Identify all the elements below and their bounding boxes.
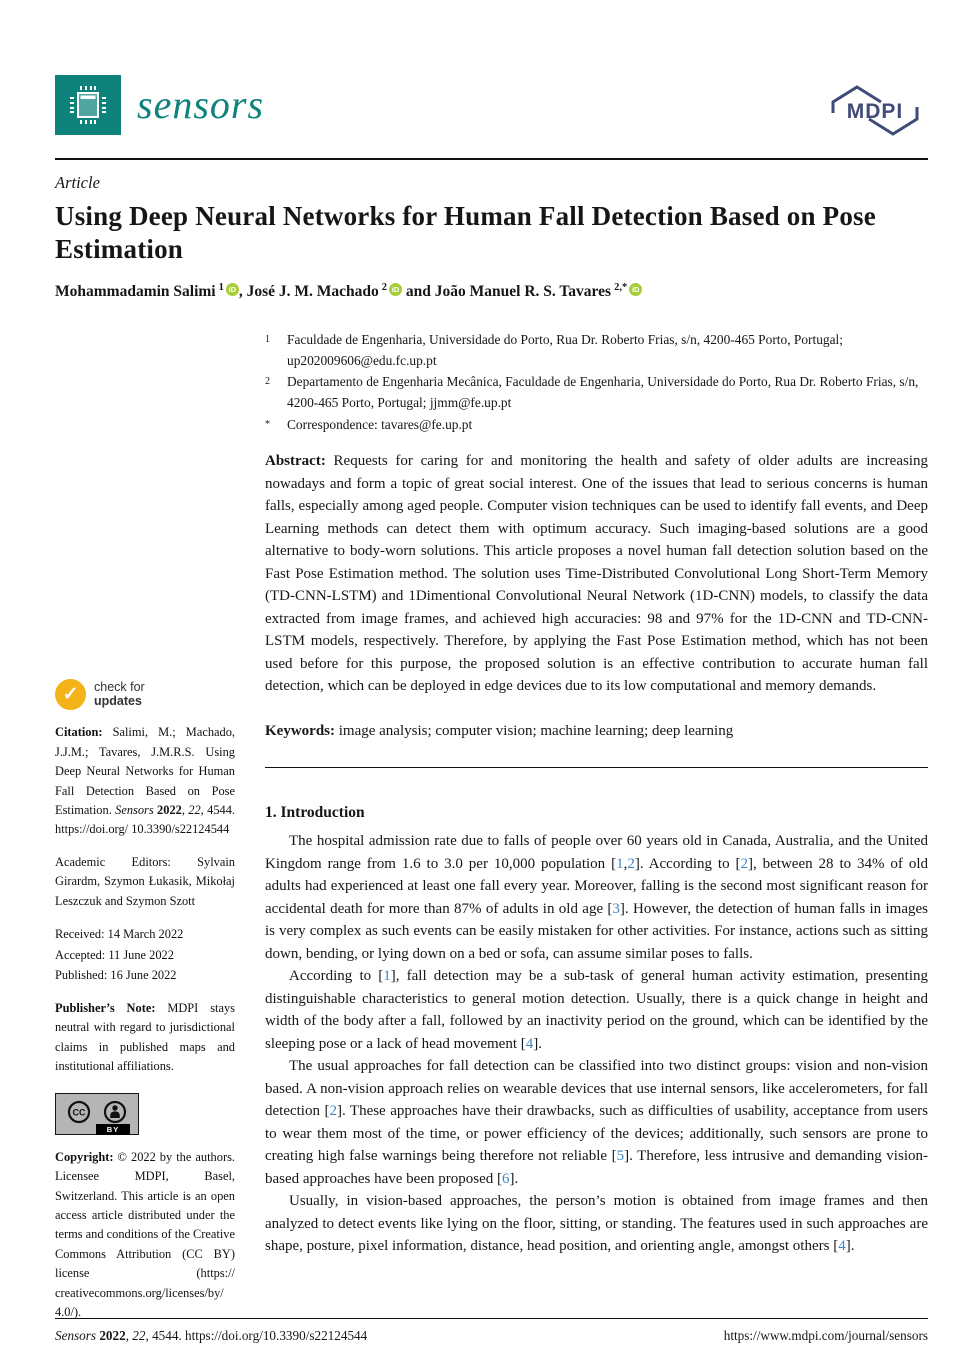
affiliation-text: Faculdade de Engenharia, Universidade do Porto, Rua Dr. Roberto Frias, s/n, 4200-465 Porto, Portugal; up202009606@edu.fc.up.pt bbox=[287, 332, 843, 368]
citation-block: Citation: Salimi, M.; Machado, J.J.M.; Tavares, J.M.R.S. Using Deep Neural Networks for Human Fall Detection Based on Pose Estimation. Sensors 2022, 22, 4544. https://doi.org/ 10.3390/s22124544 bbox=[55, 725, 235, 837]
journal-header bbox=[55, 75, 928, 144]
affiliation bbox=[265, 415, 928, 436]
mdpi-logo-text: MDPI bbox=[846, 100, 904, 123]
citation-ref[interactable]: 3 bbox=[612, 900, 620, 917]
journal-wordmark: sensors bbox=[137, 82, 265, 127]
intro-paragraph-2: According to [1], fall detection may be a sub-task of general human activity estimation, presenting distinguishable characteristics to general motion detection. Usually, there is a quick change in height and width of the body after a fall, followed by an inactivity period on the ground, which can be identified by the sleeping pose or a lack of head movement [4]. bbox=[265, 968, 928, 1052]
person-icon bbox=[103, 1100, 127, 1124]
citation-ref[interactable]: 4 bbox=[838, 1238, 846, 1255]
sidebar bbox=[55, 329, 235, 1323]
author-name[interactable]: João Manuel R. S. Tavares $^{2,*}$ iD bbox=[435, 283, 642, 300]
affiliation-text: Departamento de Engenharia Mecânica, Faculdade de Engenharia, Universidade do Porto, Rua Dr. Roberto Frias, s/n, 4200-465 Porto, Portugal; jjmm@fe.up.pt bbox=[287, 374, 919, 411]
citation-ref[interactable]: 2 bbox=[627, 855, 635, 872]
footer-citation: Sensors 2022, 22, 4544. https://doi.org/10.3390/s22124544 bbox=[55, 1328, 368, 1343]
affiliation bbox=[265, 330, 928, 371]
keywords-text: image analysis; computer vision; machine learning; deep learning bbox=[338, 722, 734, 739]
page-footer bbox=[55, 1304, 928, 1344]
abstract bbox=[265, 450, 928, 698]
paper-title: Using Deep Neural Networks for Human Fall Detection Based on Pose Estimation bbox=[55, 201, 876, 265]
keywords-label: Keywords: bbox=[265, 722, 335, 739]
check-icon: ✓ bbox=[55, 679, 86, 710]
copyright-block: Copyright: © 2022 by the authors. Licensee MDPI, Basel, Switzerland. This article is an open access article distributed under the terms and conditions of the Creative Commons Attribution (CC BY) license (https:// creativecommons.org/licenses/by/ 4.0/). bbox=[55, 1149, 235, 1320]
intro-paragraph-4: Usually, in vision-based approaches, the person’s motion is obtained from image frames and then analyzed to detect events like lying on the floor, sitting, or standing. The features used in such approaches are shape, posture, pixel information, distance, head position, and orienting angle, amongst others [4]. bbox=[265, 1193, 928, 1255]
mdpi-logo bbox=[826, 83, 924, 144]
affiliations bbox=[265, 330, 928, 435]
affiliation-marker: * bbox=[265, 418, 270, 430]
abstract-text: Requests for caring for and monitoring the health and safety of older adults are increasing nowadays and form a topic of great social interest. One of the issues that lead to serious concerns is human falls, especially among aged people. Computer vision techniques can be used to identify fall events, and Deep Learning methods can detect them with optimum accuracy. Such imaging-based solutions are a good alternative to body-worn solutions. This article proposes a novel human fall detection solution based on the Fast Pose Estimation method. The solution uses Time-Distributed Convolutional Long Short-Term Memory (TD-CNN-LSTM) and 1Dimentional Convolutional Neural Network (1D-CNN) models, to classify the data extracted from image frames, and achieved high accuracies: 98 and 97% for the 1D-CNN and TD-CNN-LSTM models, respectively. Therefore, by applying the Fast Pose Estimation method, which has not been used before for this purpose, the proposed solution is an effective contribution to accurate human fall detection, which can be deployed in edge devices due to its low computational and memory demands. bbox=[265, 453, 928, 695]
svg-text:CC: CC bbox=[72, 1107, 86, 1118]
intro-paragraph-3: The usual approaches for fall detection can be classified into two distinct groups: vision and non-vision based. A non-vision approach relies on wearable devices that use internal sensors, like accelerometers, for fall detection [2]. These approaches have their drawbacks, such as difficulties of usability, acceptance from users to wear them most of the time, or power efficiency of the devices; additionally, such sensors are prone to creating high false warnings being therefore not reliable [5]. Therefore, less intrusive and demanding vision-based approaches have been proposed [6]. bbox=[265, 1058, 928, 1187]
academic-editors: Academic Editors: Sylvain Girardm, Szymon Łukasik, Mikołaj Leszczuk and Szymon Szott bbox=[55, 854, 235, 908]
orcid-icon[interactable]: iD bbox=[629, 283, 642, 296]
footer-journal-url[interactable]: https://www.mdpi.com/journal/sensors bbox=[723, 1328, 928, 1343]
main-column bbox=[265, 329, 928, 1323]
published-date: Published: 16 June 2022 bbox=[55, 968, 177, 983]
author-affiliation-sup: 2 bbox=[381, 281, 388, 293]
header-rule bbox=[55, 158, 928, 160]
article-type-label: Article bbox=[55, 173, 100, 192]
check-for-updates-label: check for updates bbox=[94, 679, 145, 708]
citation-ref[interactable]: 5 bbox=[616, 1148, 625, 1165]
orcid-icon[interactable]: iD bbox=[226, 283, 239, 296]
correspondence-text: Correspondence: tavares@fe.up.pt bbox=[287, 416, 473, 432]
author-affiliation-sup: 1 bbox=[218, 281, 224, 293]
intro-paragraph-1: The hospital admission rate due to falls of people over 60 years old in Canada, Australia, and the United Kingdom range from 1.6 to 3.0 per 10,000 population [1,2]. According to [2], between 28 to 34% of old adults had experienced at least one fall every year. Moreover, falling is the second most significant reason for accidental death for more than 87% of adults in old age [3]. However, the detection of human falls in images is very complex as such events can be easily mistaken for other activities. For instance, actions such as sitting down, bending, or lying down on a bed or sofa, can assume similar poses to falls. bbox=[265, 833, 929, 962]
cc-icon bbox=[67, 1100, 91, 1124]
citation-ref[interactable]: 2 bbox=[740, 855, 748, 872]
citation-ref[interactable]: 6 bbox=[501, 1170, 510, 1187]
sensors-chip-icon bbox=[55, 75, 121, 135]
authors-separator: , bbox=[238, 283, 247, 301]
footer-rule bbox=[55, 1318, 928, 1319]
affiliation-marker: 1 bbox=[265, 334, 270, 346]
keywords bbox=[265, 720, 928, 743]
author-name[interactable]: José J. M. Machado $^2$ iD bbox=[247, 283, 402, 300]
orcid-icon[interactable]: iD bbox=[389, 283, 402, 296]
check-for-updates-badge[interactable] bbox=[55, 679, 235, 710]
cc-by-license-badge[interactable] bbox=[55, 1093, 139, 1135]
authors-line bbox=[55, 282, 928, 301]
affiliation-marker: 2 bbox=[265, 376, 270, 388]
authors-separator: and bbox=[402, 283, 435, 301]
publishers-note: Publisher’s Note: MDPI stays neutral with regard to jurisdictional claims in published maps and institutional affiliations. bbox=[55, 1000, 235, 1074]
abstract-label: Abstract: bbox=[265, 453, 326, 470]
citation-ref[interactable]: 4 bbox=[525, 1035, 534, 1052]
journal-brand bbox=[55, 75, 264, 135]
history-dates bbox=[55, 925, 235, 985]
section-divider-rule bbox=[265, 767, 928, 768]
citation-ref[interactable]: 1 bbox=[383, 968, 391, 985]
affiliation bbox=[265, 372, 928, 413]
accepted-date: Accepted: 11 June 2022 bbox=[55, 947, 174, 962]
section-heading-introduction: 1. Introduction bbox=[265, 804, 365, 822]
content-columns bbox=[55, 329, 928, 1323]
by-label: BY bbox=[96, 1124, 130, 1135]
citation-ref[interactable]: 1 bbox=[616, 855, 624, 872]
author-affiliation-sup: 2,* bbox=[614, 281, 628, 293]
citation-ref[interactable]: 2 bbox=[329, 1103, 337, 1120]
received-date: Received: 14 March 2022 bbox=[55, 927, 184, 942]
author-name[interactable]: Mohammadamin Salimi $^1$ iD bbox=[55, 283, 239, 300]
